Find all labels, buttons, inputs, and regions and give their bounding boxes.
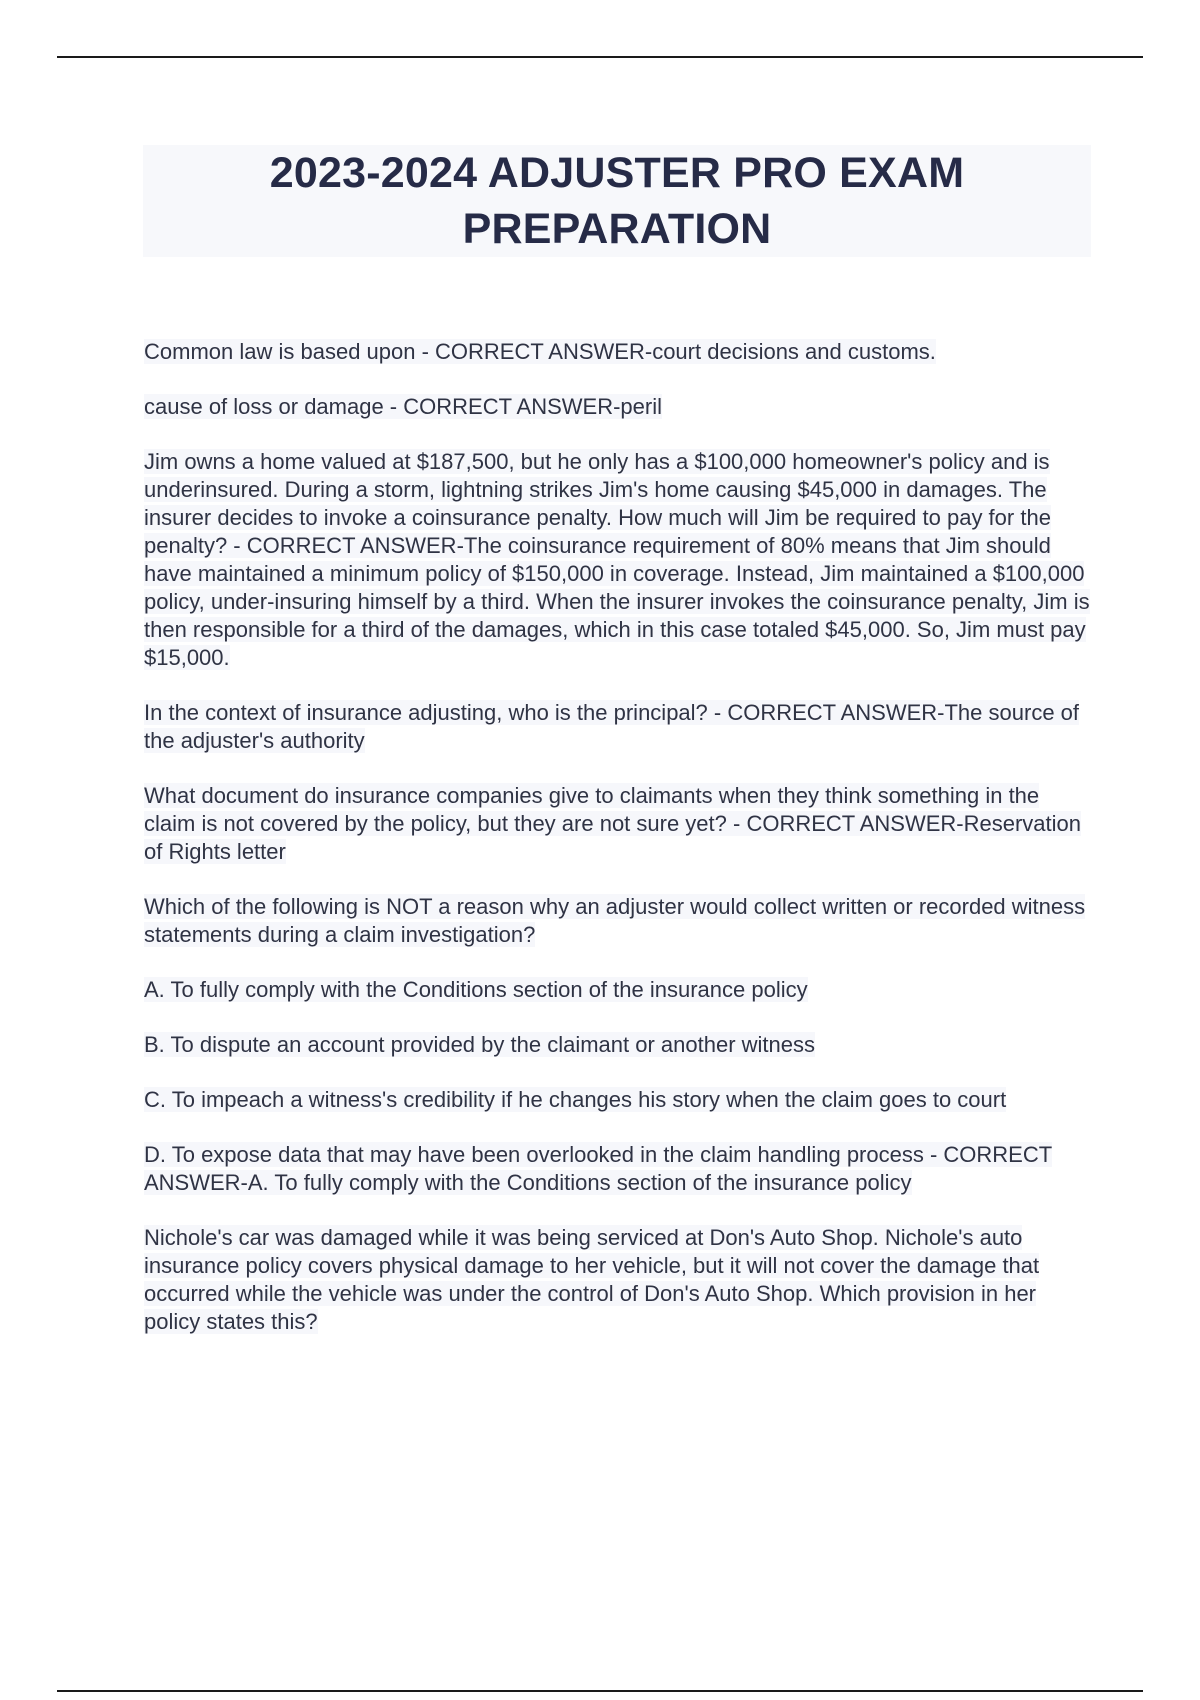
bottom-rule: [57, 1690, 1143, 1692]
question-witness-statements: Which of the following is NOT a reason why an adjuster would collect written or recorded witness statements during a claim investigation?: [144, 894, 1086, 947]
qa-common-law: Common law is based upon - CORRECT ANSWER-court decisions and customs.: [144, 339, 936, 364]
top-rule: [57, 56, 1143, 58]
option-b: B. To dispute an account provided by the claimant or another witness: [144, 1032, 815, 1057]
document-body: [144, 338, 1094, 1363]
question-nichole-car: Nichole's car was damaged while it was being serviced at Don's Auto Shop. Nichole's auto insurance policy covers physical damage to her vehicle, but it will not cover the damage that occurred while the vehicle was under the control of Don's Auto Shop. Which provision in her policy states this?: [144, 1225, 1040, 1334]
option-d-answer: D. To expose data that may have been overlooked in the claim handling process - CORRECT ANSWER-A. To fully comply with the Conditions section of the insurance policy: [144, 1142, 1053, 1195]
qa-reservation-of-rights: What document do insurance companies give to claimants when they think something in the claim is not covered by the policy, but they are not sure yet? - CORRECT ANSWER-Reservation of Rights letter: [144, 783, 1081, 864]
qa-coinsurance: Jim owns a home valued at $187,500, but he only has a $100,000 homeowner's policy and is underinsured. During a storm, lightning strikes Jim's home causing $45,000 in damages. The insurer decides to invoke a coinsurance penalty. How much will Jim be required to pay for the penalty? - CORRECT ANSWER-The coinsurance requirement of 80% means that Jim should have maintained a minimum policy of $150,000 in coverage. Instead, Jim maintained a $100,000 policy, under-insuring himself by a third. When the insurer invokes the coinsurance penalty, Jim is then responsible for a third of the damages, which in this case totaled $45,000. So, Jim must pay $15,000.: [144, 449, 1090, 670]
option-c: C. To impeach a witness's credibility if he changes his story when the claim goes to court: [144, 1087, 1007, 1112]
option-a: A. To fully comply with the Conditions section of the insurance policy: [144, 977, 808, 1002]
qa-principal: In the context of insurance adjusting, who is the principal? - CORRECT ANSWER-The source of the adjuster's authority: [144, 700, 1080, 753]
qa-cause-of-loss: cause of loss or damage - CORRECT ANSWER-peril: [144, 394, 662, 419]
document-title: 2023-2024 ADJUSTER PRO EXAM PREPARATION: [269, 149, 965, 253]
title-banner: [143, 145, 1091, 257]
